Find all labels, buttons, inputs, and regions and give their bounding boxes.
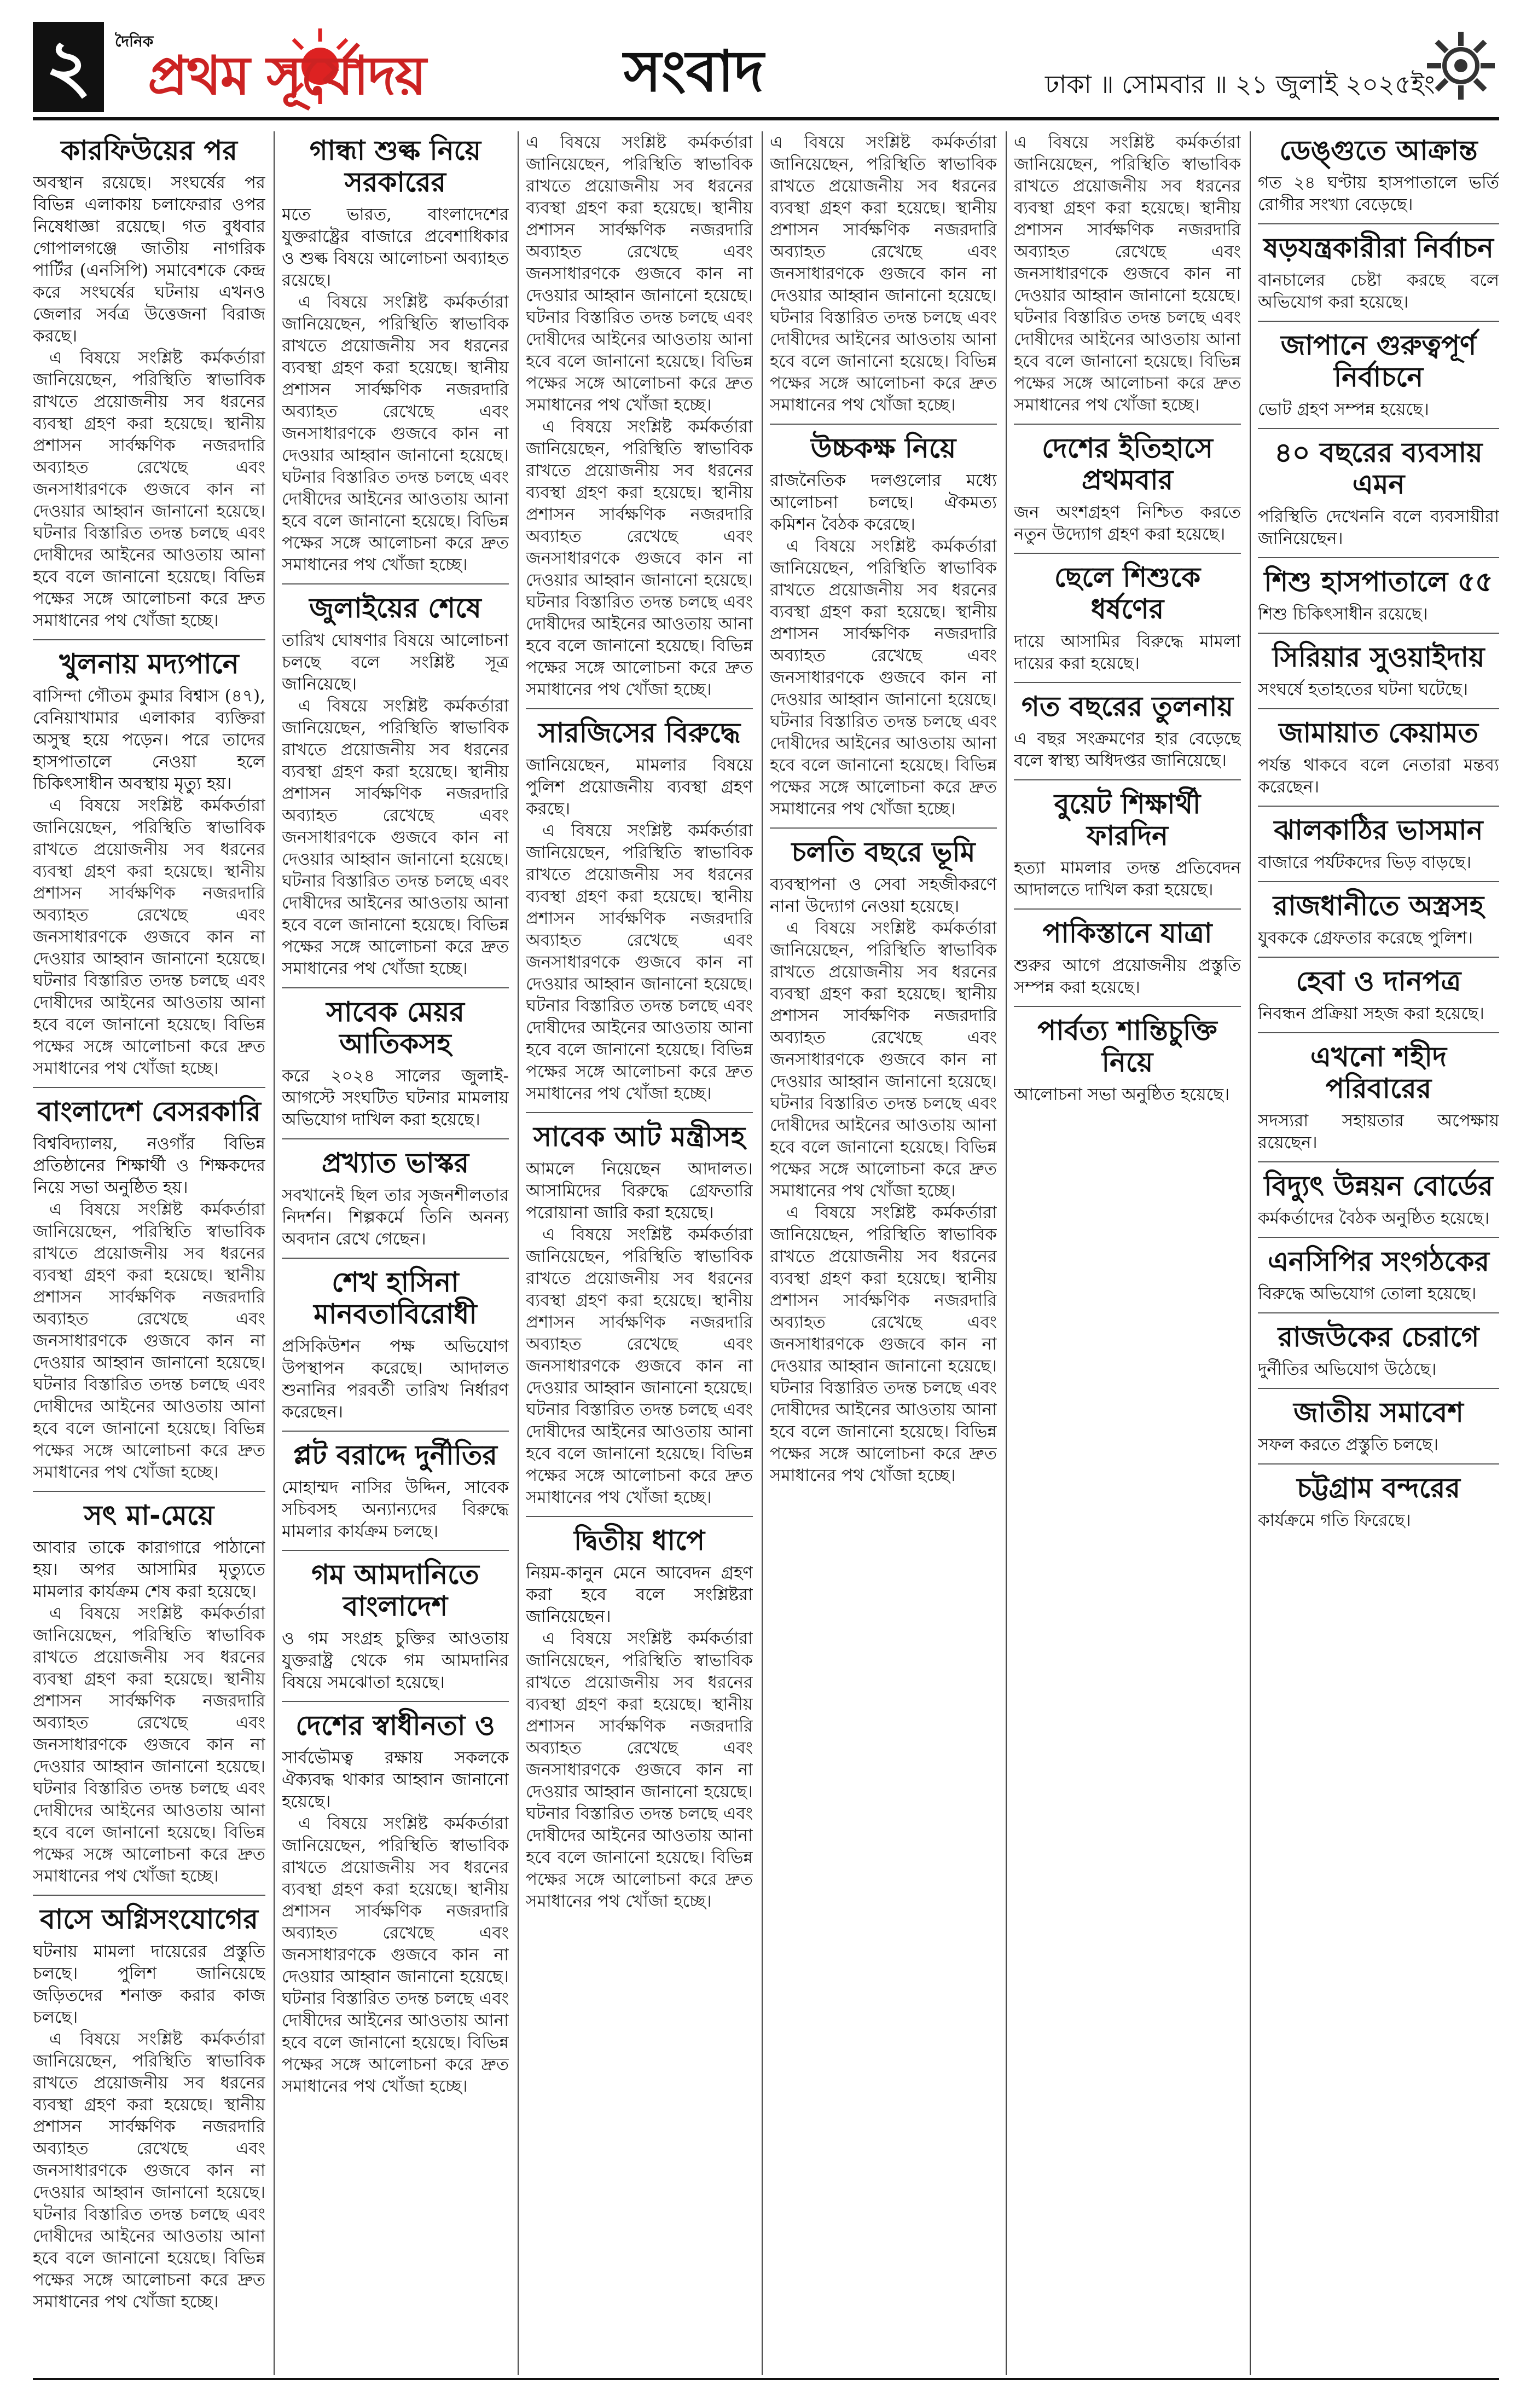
column-divider [1006, 131, 1007, 2375]
article-divider [1258, 1032, 1499, 1033]
headline: পাকিস্তানে যাত্রা [1042, 917, 1212, 949]
headline: সাবেক মেয়র আতিকসহ [326, 996, 465, 1060]
article-divider [1258, 881, 1499, 882]
article-text: বাসিন্দা গৌতম কুমার বিশ্বাস (৪৭), বেনিয়াখামার এলাকার ব্যক্তিরা অসুস্থ হয়ে পড়েন। পরে তাদের হাসপাতালে নেওয়া হলে চিকিৎসাধীন অবস্থায় মৃত্যু হয়। [33, 686, 265, 794]
article-text: আলোচনা সভা অনুষ্ঠিত হয়েছে। [1014, 1085, 1230, 1104]
article-divider [1258, 957, 1499, 958]
ornament-icon [1423, 27, 1499, 104]
column-4 [770, 131, 997, 2375]
article-text: এ বিষয়ে সংশ্লিষ্ট কর্মকর্তারা জানিয়েছেন, পরিস্থিতি স্বাভাবিক রাখতে প্রয়োজনীয় সব ধরনের ব্যবস্থা গ্রহণ করা হয়েছে। স্থানীয় প্রশাসন সার্বক্ষণিক নজরদারি অব্যাহত রেখেছে এবং জনসাধারণকে গুজবে কান না দেওয়ার আহ্বান জানানো হয়েছে। ঘটনার বিস্তারিত তদন্ত চলছে এবং দোষীদের আইনের আওতায় আনা হবে বলে জানানো হয়েছে। বিভিন্ন পক্ষের সঙ্গে আলোচনা করে দ্রুত সমাধানের পথ খোঁজা হচ্ছে। [526, 1225, 753, 1507]
article-text: ঘটনায় মামলা দায়েরের প্রস্তুতি চলছে। পুলিশ জানিয়েছে জড়িতদের শনাক্ত করার কাজ চলছে। [33, 1942, 265, 2027]
article-text: এ বছর সংক্রমণের হার বেড়েছে বলে স্বাস্থ্য অধিদপ্তর জানিয়েছে। [1014, 729, 1241, 771]
article-text: নিয়ম-কানুন মেনে আবেদন গ্রহণ করা হবে বলে সংশ্লিষ্টরা জানিয়েছেন। [526, 1563, 753, 1626]
article-text: পর্যন্ত থাকবে বলে নেতারা মন্তব্য করেছেন। [1258, 755, 1499, 797]
bottom-rule [33, 2378, 1499, 2380]
daily-label: দৈনিক [115, 32, 154, 50]
headline: বাসে অগ্নিসংযোগের [40, 1903, 258, 1935]
column-1 [33, 131, 265, 2375]
column-divider [518, 131, 519, 2375]
article-divider [1258, 1312, 1499, 1313]
article-divider [33, 1087, 265, 1088]
article-divider [33, 1491, 265, 1492]
article-text: বাজারে পর্যটকদের ভিড় বাড়ছে। [1258, 853, 1472, 872]
article-text: মতে ভারত, বাংলাদেশের যুক্তরাষ্ট্রের বাজারে প্রবেশাধিকার ও শুল্ক বিষয়ে আলোচনা অব্যাহত রয়েছে। [282, 205, 509, 290]
headline: দেশের স্বাধীনতা ও [295, 1710, 495, 1741]
article-text: মোহাম্মদ নাসির উদ্দিন, সাবেক সচিবসহ অন্যান্যদের বিরুদ্ধে মামলার কার্যক্রম চলছে। [282, 1478, 509, 1541]
article-text: ব্যবস্থাপনা ও সেবা সহজীকরণে নানা উদ্যোগ নেওয়া হয়েছে। [770, 875, 997, 916]
headline: জুলাইয়ের শেষে [309, 592, 481, 624]
article-text: সদস্যরা সহায়তার অপেক্ষায় রয়েছেন। [1258, 1111, 1499, 1153]
headline: ঝালকাঠির ভাসমান [1274, 814, 1483, 846]
article-text: পরিস্থিতি দেখেননি বলে ব্যবসায়ীরা জানিয়েছেন। [1258, 507, 1499, 548]
headline: প্রখ্যাত ভাস্কর [321, 1147, 469, 1179]
article-divider [282, 1431, 509, 1432]
article-divider [33, 1895, 265, 1896]
article-text: বিরুদ্ধে অভিযোগ তোলা হয়েছে। [1258, 1284, 1477, 1304]
article-divider [1258, 428, 1499, 429]
headline: উচ্চকক্ষ নিয়ে [810, 432, 956, 464]
article-divider [282, 987, 509, 988]
article-divider [1014, 1006, 1241, 1007]
column-3 [526, 131, 753, 2375]
article-text: এ বিষয়ে সংশ্লিষ্ট কর্মকর্তারা জানিয়েছেন, পরিস্থিতি স্বাভাবিক রাখতে প্রয়োজনীয় সব ধরনের ব্যবস্থা গ্রহণ করা হয়েছে। স্থানীয় প্রশাসন সার্বক্ষণিক নজরদারি অব্যাহত রেখেছে এবং জনসাধারণকে গুজবে কান না দেওয়ার আহ্বান জানানো হয়েছে। ঘটনার বিস্তারিত তদন্ত চলছে এবং দোষীদের আইনের আওতায় আনা হবে বলে জানানো হয়েছে। বিভিন্ন পক্ষের সঙ্গে আলোচনা করে দ্রুত সমাধানের পথ খোঁজা হচ্ছে। [282, 292, 509, 575]
headline: গান্ধা শুল্ক নিয়ে সরকারের [309, 135, 481, 198]
article-text: প্রসিকিউশন পক্ষ অভিযোগ উপস্থাপন করেছে। আদালত শুনানির পরবর্তী তারিখ নির্ধারণ করেছেন। [282, 1336, 509, 1422]
article-divider [1258, 1161, 1499, 1162]
headline: রাজউকের চেরাগে [1278, 1321, 1479, 1353]
article-text: এ বিষয়ে সংশ্লিষ্ট কর্মকর্তারা জানিয়েছেন, পরিস্থিতি স্বাভাবিক রাখতে প্রয়োজনীয় সব ধরনের ব্যবস্থা গ্রহণ করা হয়েছে। স্থানীয় প্রশাসন সার্বক্ষণিক নজরদারি অব্যাহত রেখেছে এবং জনসাধারণকে গুজবে কান না দেওয়ার আহ্বান জানানো হয়েছে। ঘটনার বিস্তারিত তদন্ত চলছে এবং দোষীদের আইনের আওতায় আনা হবে বলে জানানো হয়েছে। বিভিন্ন পক্ষের সঙ্গে আলোচনা করে দ্রুত সমাধানের পথ খোঁজা হচ্ছে। [33, 1200, 265, 1482]
article-text: আমলে নিয়েছেন আদালত। আসামিদের বিরুদ্ধে গ্রেফতারি পরোয়ানা জারি করা হয়েছে। [526, 1159, 753, 1223]
article-divider [282, 1550, 509, 1551]
article-divider [526, 1516, 753, 1517]
masthead-rule [33, 117, 1499, 120]
article-divider [770, 424, 997, 425]
article-text: হত্যা মামলার তদন্ত প্রতিবেদন আদালতে দাখিল করা হয়েছে। [1014, 858, 1241, 900]
column-5 [1014, 131, 1241, 2375]
article-text: দায়ে আসামির বিরুদ্ধে মামলা দায়ের করা হয়েছে। [1014, 632, 1241, 673]
article-text: শিশু চিকিৎসাধীন রয়েছে। [1258, 604, 1428, 624]
article-divider [282, 1258, 509, 1259]
article-divider [1014, 908, 1241, 910]
section-title: সংবাদ [624, 38, 764, 105]
headline: বিদ্যুৎ উন্নয়ন বোর্ডের [1264, 1170, 1493, 1202]
article-text: ও গম সংগ্রহ চুক্তির আওতায় যুক্তরাষ্ট্র থেকে গম আমদানির বিষয়ে সমঝোতা হয়েছে। [282, 1629, 509, 1692]
article-text: এ বিষয়ে সংশ্লিষ্ট কর্মকর্তারা জানিয়েছেন, পরিস্থিতি স্বাভাবিক রাখতে প্রয়োজনীয় সব ধরনের ব্যবস্থা গ্রহণ করা হয়েছে। স্থানীয় প্রশাসন সার্বক্ষণিক নজরদারি অব্যাহত রেখেছে এবং জনসাধারণকে গুজবে কান না দেওয়ার আহ্বান জানানো হয়েছে। ঘটনার বিস্তারিত তদন্ত চলছে এবং দোষীদের আইনের আওতায় আনা হবে বলে জানানো হয়েছে। বিভিন্ন পক্ষের সঙ্গে আলোচনা করে দ্রুত সমাধানের পথ খোঁজা হচ্ছে। [1014, 132, 1241, 415]
article-text: এ বিষয়ে সংশ্লিষ্ট কর্মকর্তারা জানিয়েছেন, পরিস্থিতি স্বাভাবিক রাখতে প্রয়োজনীয় সব ধরনের ব্যবস্থা গ্রহণ করা হয়েছে। স্থানীয় প্রশাসন সার্বক্ষণিক নজরদারি অব্যাহত রেখেছে এবং জনসাধারণকে গুজবে কান না দেওয়ার আহ্বান জানানো হয়েছে। ঘটনার বিস্তারিত তদন্ত চলছে এবং দোষীদের আইনের আওতায় আনা হবে বলে জানানো হয়েছে। বিভিন্ন পক্ষের সঙ্গে আলোচনা করে দ্রুত সমাধানের পথ খোঁজা হচ্ছে। [770, 1203, 997, 1485]
article-text: তারিখ ঘোষণার বিষয়ে আলোচনা চলছে বলে সংশ্লিষ্ট সূত্র জানিয়েছে। [282, 630, 509, 694]
headline: প্লট বরাদ্দে দুর্নীতির [293, 1439, 497, 1471]
article-divider [770, 827, 997, 829]
article-text: শুরুর আগে প্রয়োজনীয় প্রস্তুতি সম্পন্ন করা হয়েছে। [1014, 956, 1241, 997]
headline: গম আমদানিতে বাংলাদেশ [311, 1559, 479, 1622]
headline: রাজধানীতে অস্ত্রসহ [1273, 890, 1484, 922]
headline: জামায়াত কেয়ামত [1279, 717, 1478, 749]
article-divider [1258, 708, 1499, 709]
article-text: বানচালের চেষ্টা করছে বলে অভিযোগ করা হয়েছে। [1258, 270, 1499, 312]
headline: দ্বিতীয় ধাপে [573, 1525, 705, 1556]
article-divider [1258, 223, 1499, 224]
article-divider [526, 708, 753, 709]
article-text: এ বিষয়ে সংশ্লিষ্ট কর্মকর্তারা জানিয়েছেন, পরিস্থিতি স্বাভাবিক রাখতে প্রয়োজনীয় সব ধরনের ব্যবস্থা গ্রহণ করা হয়েছে। স্থানীয় প্রশাসন সার্বক্ষণিক নজরদারি অব্যাহত রেখেছে এবং জনসাধারণকে গুজবে কান না দেওয়ার আহ্বান জানানো হয়েছে। ঘটনার বিস্তারিত তদন্ত চলছে এবং দোষীদের আইনের আওতায় আনা হবে বলে জানানো হয়েছে। বিভিন্ন পক্ষের সঙ্গে আলোচনা করে দ্রুত সমাধানের পথ খোঁজা হচ্ছে। [282, 696, 509, 979]
headline: ছেলে শিশুকে ধর্ষণের [1054, 562, 1201, 625]
headline: দেশের ইতিহাসে প্রথমবার [1042, 432, 1213, 496]
headline: শিশু হাসপাতালে ৫৫ [1264, 566, 1493, 598]
headline: সারজিসের বিরুদ্ধে [538, 717, 741, 749]
article-text: এ বিষয়ে সংশ্লিষ্ট কর্মকর্তারা জানিয়েছেন, পরিস্থিতি স্বাভাবিক রাখতে প্রয়োজনীয় সব ধরনের ব্যবস্থা গ্রহণ করা হয়েছে। স্থানীয় প্রশাসন সার্বক্ষণিক নজরদারি অব্যাহত রেখেছে এবং জনসাধারণকে গুজবে কান না দেওয়ার আহ্বান জানানো হয়েছে। ঘটনার বিস্তারিত তদন্ত চলছে এবং দোষীদের আইনের আওতায় আনা হবে বলে জানানো হয়েছে। বিভিন্ন পক্ষের সঙ্গে আলোচনা করে দ্রুত সমাধানের পথ খোঁজা হচ্ছে। [33, 348, 265, 630]
headline: ডেঙ্গুতে আক্রান্ত [1279, 135, 1478, 166]
headline: চলতি বছরে ভূমি [791, 836, 976, 868]
column-divider [762, 131, 763, 2375]
column-2 [282, 131, 509, 2375]
headline: চট্টগ্রাম বন্দরের [1297, 1472, 1460, 1504]
column-divider [274, 131, 275, 2375]
article-divider [1258, 1388, 1499, 1389]
article-text: কার্যক্রমে গতি ফিরেছে। [1258, 1510, 1411, 1530]
article-divider [1258, 321, 1499, 322]
article-text: জানিয়েছেন, মামলার বিষয়ে পুলিশ প্রয়োজনীয় ব্যবস্থা গ্রহণ করছে। [526, 755, 753, 819]
headline: সাবেক আট মন্ত্রীসহ [533, 1121, 745, 1153]
article-text: বিশ্ববিদ্যালয়, নওগাঁর বিভিন্ন প্রতিষ্ঠানের শিক্ষার্থী ও শিক্ষকদের নিয়ে সভা অনুষ্ঠিত হয়। [33, 1134, 265, 1197]
article-divider [33, 639, 265, 640]
article-text: অবস্থান রয়েছে। সংঘর্ষের পর বিভিন্ন এলাকায় চলাফেরার ওপর নিষেধাজ্ঞা রয়েছে। গত বুধবার গোপালগঞ্জে জাতীয় নাগরিক পার্টির (এনসিপি) সমাবেশকে কেন্দ্র করে সংঘর্ষের ঘটনায় এখনও জেলার সর্বত্র উত্তেজনা বিরাজ করছে। [33, 173, 265, 346]
article-text: জন অংশগ্রহণ নিশ্চিত করতে নতুন উদ্যোগ গ্রহণ করা হয়েছে। [1014, 502, 1241, 544]
article-text: যুবককে গ্রেফতার করেছে পুলিশ। [1258, 928, 1473, 948]
article-text: এ বিষয়ে সংশ্লিষ্ট কর্মকর্তারা জানিয়েছেন, পরিস্থিতি স্বাভাবিক রাখতে প্রয়োজনীয় সব ধরনের ব্যবস্থা গ্রহণ করা হয়েছে। স্থানীয় প্রশাসন সার্বক্ষণিক নজরদারি অব্যাহত রেখেছে এবং জনসাধারণকে গুজবে কান না দেওয়ার আহ্বান জানানো হয়েছে। ঘটনার বিস্তারিত তদন্ত চলছে এবং দোষীদের আইনের আওতায় আনা হবে বলে জানানো হয়েছে। বিভিন্ন পক্ষের সঙ্গে আলোচনা করে দ্রুত সমাধানের পথ খোঁজা হচ্ছে। [770, 536, 997, 819]
article-divider [1258, 633, 1499, 634]
article-text: এ বিষয়ে সংশ্লিষ্ট কর্মকর্তারা জানিয়েছেন, পরিস্থিতি স্বাভাবিক রাখতে প্রয়োজনীয় সব ধরনের ব্যবস্থা গ্রহণ করা হয়েছে। স্থানীয় প্রশাসন সার্বক্ষণিক নজরদারি অব্যাহত রেখেছে এবং জনসাধারণকে গুজবে কান না দেওয়ার আহ্বান জানানো হয়েছে। ঘটনার বিস্তারিত তদন্ত চলছে এবং দোষীদের আইনের আওতায় আনা হবে বলে জানানো হয়েছে। বিভিন্ন পক্ষের সঙ্গে আলোচনা করে দ্রুত সমাধানের পথ খোঁজা হচ্ছে। [526, 821, 753, 1103]
article-text: আবার তাকে কারাগারে পাঠানো হয়। অপর আসামির মৃত্যুতে মামলার কার্যক্রম শেষ করা হয়েছে। [33, 1538, 265, 1601]
headline: জাতীয় সমাবেশ [1293, 1397, 1464, 1428]
article-text: এ বিষয়ে সংশ্লিষ্ট কর্মকর্তারা জানিয়েছেন, পরিস্থিতি স্বাভাবিক রাখতে প্রয়োজনীয় সব ধরনের ব্যবস্থা গ্রহণ করা হয়েছে। স্থানীয় প্রশাসন সার্বক্ষণিক নজরদারি অব্যাহত রেখেছে এবং জনসাধারণকে গুজবে কান না দেওয়ার আহ্বান জানানো হয়েছে। ঘটনার বিস্তারিত তদন্ত চলছে এবং দোষীদের আইনের আওতায় আনা হবে বলে জানানো হয়েছে। বিভিন্ন পক্ষের সঙ্গে আলোচনা করে দ্রুত সমাধানের পথ খোঁজা হচ্ছে। [770, 918, 997, 1201]
article-divider [526, 1112, 753, 1113]
column-6 [1258, 131, 1499, 2375]
article-text: সবখানেই ছিল তার সৃজনশীলতার নিদর্শন। শিল্পকর্মে তিনি অনন্য অবদান রেখে গেছেন। [282, 1185, 509, 1249]
article-text: কর্মকর্তাদের বৈঠক অনুষ্ঠিত হয়েছে। [1258, 1208, 1490, 1228]
headline: ষড়যন্ত্রকারীরা নির্বাচন [1263, 232, 1494, 264]
article-text: এ বিষয়ে সংশ্লিষ্ট কর্মকর্তারা জানিয়েছেন, পরিস্থিতি স্বাভাবিক রাখতে প্রয়োজনীয় সব ধরনের ব্যবস্থা গ্রহণ করা হয়েছে। স্থানীয় প্রশাসন সার্বক্ষণিক নজরদারি অব্যাহত রেখেছে এবং জনসাধারণকে গুজবে কান না দেওয়ার আহ্বান জানানো হয়েছে। ঘটনার বিস্তারিত তদন্ত চলছে এবং দোষীদের আইনের আওতায় আনা হবে বলে জানানো হয়েছে। বিভিন্ন পক্ষের সঙ্গে আলোচনা করে দ্রুত সমাধানের পথ খোঁজা হচ্ছে। [33, 2029, 265, 2312]
headline: গত বছরের তুলনায় [1022, 691, 1233, 722]
headline: শেখ হাসিনা মানবতাবিরোধী [314, 1266, 477, 1330]
headline: এখনো শহীদ পরিবারের [1310, 1041, 1447, 1104]
article-text: সার্বভৌমত্ব রক্ষায় সকলকে ঐক্যবদ্ধ থাকার আহ্বান জানানো হয়েছে। [282, 1748, 509, 1811]
article-divider [1014, 682, 1241, 683]
article-text: গত ২৪ ঘণ্টায় হাসপাতালে ভর্তি রোগীর সংখ্যা বেড়েছে। [1258, 173, 1499, 215]
article-text: এ বিষয়ে সংশ্লিষ্ট কর্মকর্তারা জানিয়েছেন, পরিস্থিতি স্বাভাবিক রাখতে প্রয়োজনীয় সব ধরনের ব্যবস্থা গ্রহণ করা হয়েছে। স্থানীয় প্রশাসন সার্বক্ষণিক নজরদারি অব্যাহত রেখেছে এবং জনসাধারণকে গুজবে কান না দেওয়ার আহ্বান জানানো হয়েছে। ঘটনার বিস্তারিত তদন্ত চলছে এবং দোষীদের আইনের আওতায় আনা হবে বলে জানানো হয়েছে। বিভিন্ন পক্ষের সঙ্গে আলোচনা করে দ্রুত সমাধানের পথ খোঁজা হচ্ছে। [33, 796, 265, 1078]
article-divider [282, 1701, 509, 1702]
article-text: এ বিষয়ে সংশ্লিষ্ট কর্মকর্তারা জানিয়েছেন, পরিস্থিতি স্বাভাবিক রাখতে প্রয়োজনীয় সব ধরনের ব্যবস্থা গ্রহণ করা হয়েছে। স্থানীয় প্রশাসন সার্বক্ষণিক নজরদারি অব্যাহত রেখেছে এবং জনসাধারণকে গুজবে কান না দেওয়ার আহ্বান জানানো হয়েছে। ঘটনার বিস্তারিত তদন্ত চলছে এবং দোষীদের আইনের আওতায় আনা হবে বলে জানানো হয়েছে। বিভিন্ন পক্ষের সঙ্গে আলোচনা করে দ্রুত সমাধানের পথ খোঁজা হচ্ছে। [526, 1629, 753, 1911]
article-divider [282, 1138, 509, 1139]
headline: বুয়েট শিক্ষার্থী ফারদিন [1054, 788, 1201, 852]
article-divider [1014, 424, 1241, 425]
masthead [33, 22, 1499, 112]
article-divider [1258, 806, 1499, 807]
article-text: ভোট গ্রহণ সম্পন্ন হয়েছে। [1258, 400, 1429, 419]
headline: জাপানে গুরুত্বপূর্ণ নির্বাচনে [1280, 329, 1477, 393]
dateline: ঢাকা ॥ সোমবার ॥ ২১ জুলাই ২০২৫ইং [1045, 70, 1435, 99]
paper-name: প্রথম সূর্যোদয় [148, 45, 426, 107]
column-divider [1250, 131, 1251, 2375]
page-number: ২ [33, 22, 104, 112]
headline: সৎ মা-মেয়ে [84, 1500, 214, 1531]
article-divider [1258, 557, 1499, 558]
article-text: রাজনৈতিক দলগুলোর মধ্যে আলোচনা চলছে। ঐকমত্য কমিশন বৈঠক করেছে। [770, 471, 997, 534]
headline: খুলনায় মদ্যপানে [59, 648, 239, 680]
article-text: এ বিষয়ে সংশ্লিষ্ট কর্মকর্তারা জানিয়েছেন, পরিস্থিতি স্বাভাবিক রাখতে প্রয়োজনীয় সব ধরনের ব্যবস্থা গ্রহণ করা হয়েছে। স্থানীয় প্রশাসন সার্বক্ষণিক নজরদারি অব্যাহত রেখেছে এবং জনসাধারণকে গুজবে কান না দেওয়ার আহ্বান জানানো হয়েছে। ঘটনার বিস্তারিত তদন্ত চলছে এবং দোষীদের আইনের আওতায় আনা হবে বলে জানানো হয়েছে। বিভিন্ন পক্ষের সঙ্গে আলোচনা করে দ্রুত সমাধানের পথ খোঁজা হচ্ছে। [526, 132, 753, 415]
article-divider [282, 583, 509, 584]
article-text: এ বিষয়ে সংশ্লিষ্ট কর্মকর্তারা জানিয়েছেন, পরিস্থিতি স্বাভাবিক রাখতে প্রয়োজনীয় সব ধরনের ব্যবস্থা গ্রহণ করা হয়েছে। স্থানীয় প্রশাসন সার্বক্ষণিক নজরদারি অব্যাহত রেখেছে এবং জনসাধারণকে গুজবে কান না দেওয়ার আহ্বান জানানো হয়েছে। ঘটনার বিস্তারিত তদন্ত চলছে এবং দোষীদের আইনের আওতায় আনা হবে বলে জানানো হয়েছে। বিভিন্ন পক্ষের সঙ্গে আলোচনা করে দ্রুত সমাধানের পথ খোঁজা হচ্ছে। [282, 1814, 509, 2096]
article-text: দুর্নীতির অভিযোগ উঠেছে। [1258, 1359, 1437, 1379]
paper-logo [115, 25, 498, 107]
headline: পার্বত্য শান্তিচুক্তি নিয়ে [1037, 1015, 1217, 1078]
article-text: এ বিষয়ে সংশ্লিষ্ট কর্মকর্তারা জানিয়েছেন, পরিস্থিতি স্বাভাবিক রাখতে প্রয়োজনীয় সব ধরনের ব্যবস্থা গ্রহণ করা হয়েছে। স্থানীয় প্রশাসন সার্বক্ষণিক নজরদারি অব্যাহত রেখেছে এবং জনসাধারণকে গুজবে কান না দেওয়ার আহ্বান জানানো হয়েছে। ঘটনার বিস্তারিত তদন্ত চলছে এবং দোষীদের আইনের আওতায় আনা হবে বলে জানানো হয়েছে। বিভিন্ন পক্ষের সঙ্গে আলোচনা করে দ্রুত সমাধানের পথ খোঁজা হচ্ছে। [770, 132, 997, 415]
headline: হেবা ও দানপত্র [1296, 965, 1461, 997]
headline: ৪০ বছরের ব্যবসায় এমন [1274, 437, 1483, 500]
headline: সিরিয়ার সুওয়াইদায় [1272, 641, 1485, 673]
article-text: নিবন্ধন প্রক্রিয়া সহজ করা হয়েছে। [1258, 1004, 1484, 1023]
article-divider [1258, 1463, 1499, 1465]
article-text: এ বিষয়ে সংশ্লিষ্ট কর্মকর্তারা জানিয়েছেন, পরিস্থিতি স্বাভাবিক রাখতে প্রয়োজনীয় সব ধরনের ব্যবস্থা গ্রহণ করা হয়েছে। স্থানীয় প্রশাসন সার্বক্ষণিক নজরদারি অব্যাহত রেখেছে এবং জনসাধারণকে গুজবে কান না দেওয়ার আহ্বান জানানো হয়েছে। ঘটনার বিস্তারিত তদন্ত চলছে এবং দোষীদের আইনের আওতায় আনা হবে বলে জানানো হয়েছে। বিভিন্ন পক্ষের সঙ্গে আলোচনা করে দ্রুত সমাধানের পথ খোঁজা হচ্ছে। [33, 1604, 265, 1886]
headline: কারফিউয়ের পর [61, 135, 237, 166]
article-text: সংঘর্ষে হতাহতের ঘটনা ঘটেছে। [1258, 680, 1469, 699]
article-divider [1014, 779, 1241, 780]
article-divider [1258, 1237, 1499, 1238]
headline: এনসিপির সংগঠকের [1268, 1246, 1489, 1277]
article-text: সফল করতে প্রস্তুতি চলছে। [1258, 1435, 1438, 1455]
article-text: করে ২০২৪ সালের জুলাই-আগস্টে সংঘটিত ঘটনার মামলায় অভিযোগ দাখিল করা হয়েছে। [282, 1066, 509, 1130]
article-divider [1014, 553, 1241, 554]
headline: বাংলাদেশ বেসরকারি [37, 1096, 261, 1127]
article-text: এ বিষয়ে সংশ্লিষ্ট কর্মকর্তারা জানিয়েছেন, পরিস্থিতি স্বাভাবিক রাখতে প্রয়োজনীয় সব ধরনের ব্যবস্থা গ্রহণ করা হয়েছে। স্থানীয় প্রশাসন সার্বক্ষণিক নজরদারি অব্যাহত রেখেছে এবং জনসাধারণকে গুজবে কান না দেওয়ার আহ্বান জানানো হয়েছে। ঘটনার বিস্তারিত তদন্ত চলছে এবং দোষীদের আইনের আওতায় আনা হবে বলে জানানো হয়েছে। বিভিন্ন পক্ষের সঙ্গে আলোচনা করে দ্রুত সমাধানের পথ খোঁজা হচ্ছে। [526, 417, 753, 699]
